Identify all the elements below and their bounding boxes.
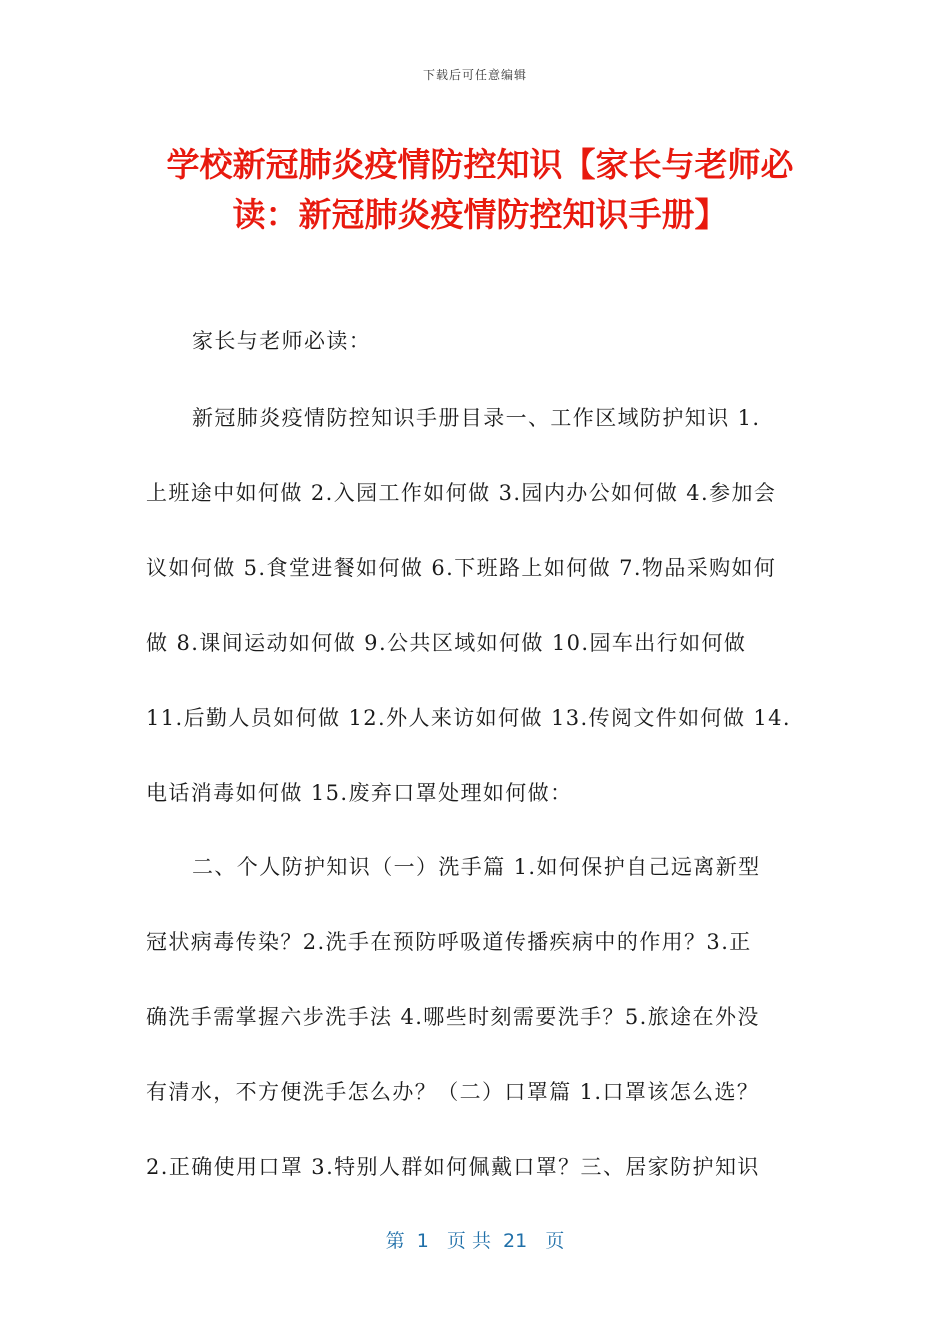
paragraph-line: 冠状病毒传染？2.洗手在预防呼吸道传播疾病中的作用？3.正 [146,930,752,954]
paragraph-line: 电话消毒如何做 15.废弃口罩处理如何做： [146,781,573,805]
paragraph-line: 11.后勤人员如何做 12.外人来访如何做 13.传阅文件如何做 14. [146,706,792,730]
paragraph-line: 新冠肺炎疫情防控知识手册目录一、工作区域防护知识 1. [192,406,761,430]
paragraph-line: 二、个人防护知识（一）洗手篇 1.如何保护自己远离新型 [192,855,761,879]
page-footer: 第 1 页 共 21 页 [385,1230,565,1252]
title-line-2: 读：新冠肺炎疫情防控知识手册】 [232,195,728,234]
paragraph-line: 确洗手需掌握六步洗手法 4.哪些时刻需要洗手？5.旅途在外没 [146,1005,760,1029]
paragraph-line: 2.正确使用口罩 3.特别人群如何佩戴口罩？三、居家防护知识 [146,1155,760,1179]
paragraph-contents-1 [146,403,812,853]
paragraph-line: 有清水，不方便洗手怎么办？（二）口罩篇 1.口罩该怎么选？ [146,1080,760,1104]
header-note: 下载后可任意编辑 [422,68,527,82]
paragraph-intro [146,326,812,401]
paragraph-line: 议如何做 5.食堂进餐如何做 6.下班路上如何做 7.物品采购如何 [146,556,777,580]
paragraph-line: 上班途中如何做 2.入园工作如何做 3.园内办公如何做 4.参加会 [146,481,777,505]
title-line-1: 学校新冠肺炎疫情防控知识【家长与老师必 [166,145,794,184]
document-title [140,140,820,240]
paragraph-line: 做 8.课间运动如何做 9.公共区域如何做 10.园车出行如何做 [146,631,747,655]
paragraph-contents-2 [146,852,812,1227]
paragraph-line: 家长与老师必读： [192,329,372,353]
